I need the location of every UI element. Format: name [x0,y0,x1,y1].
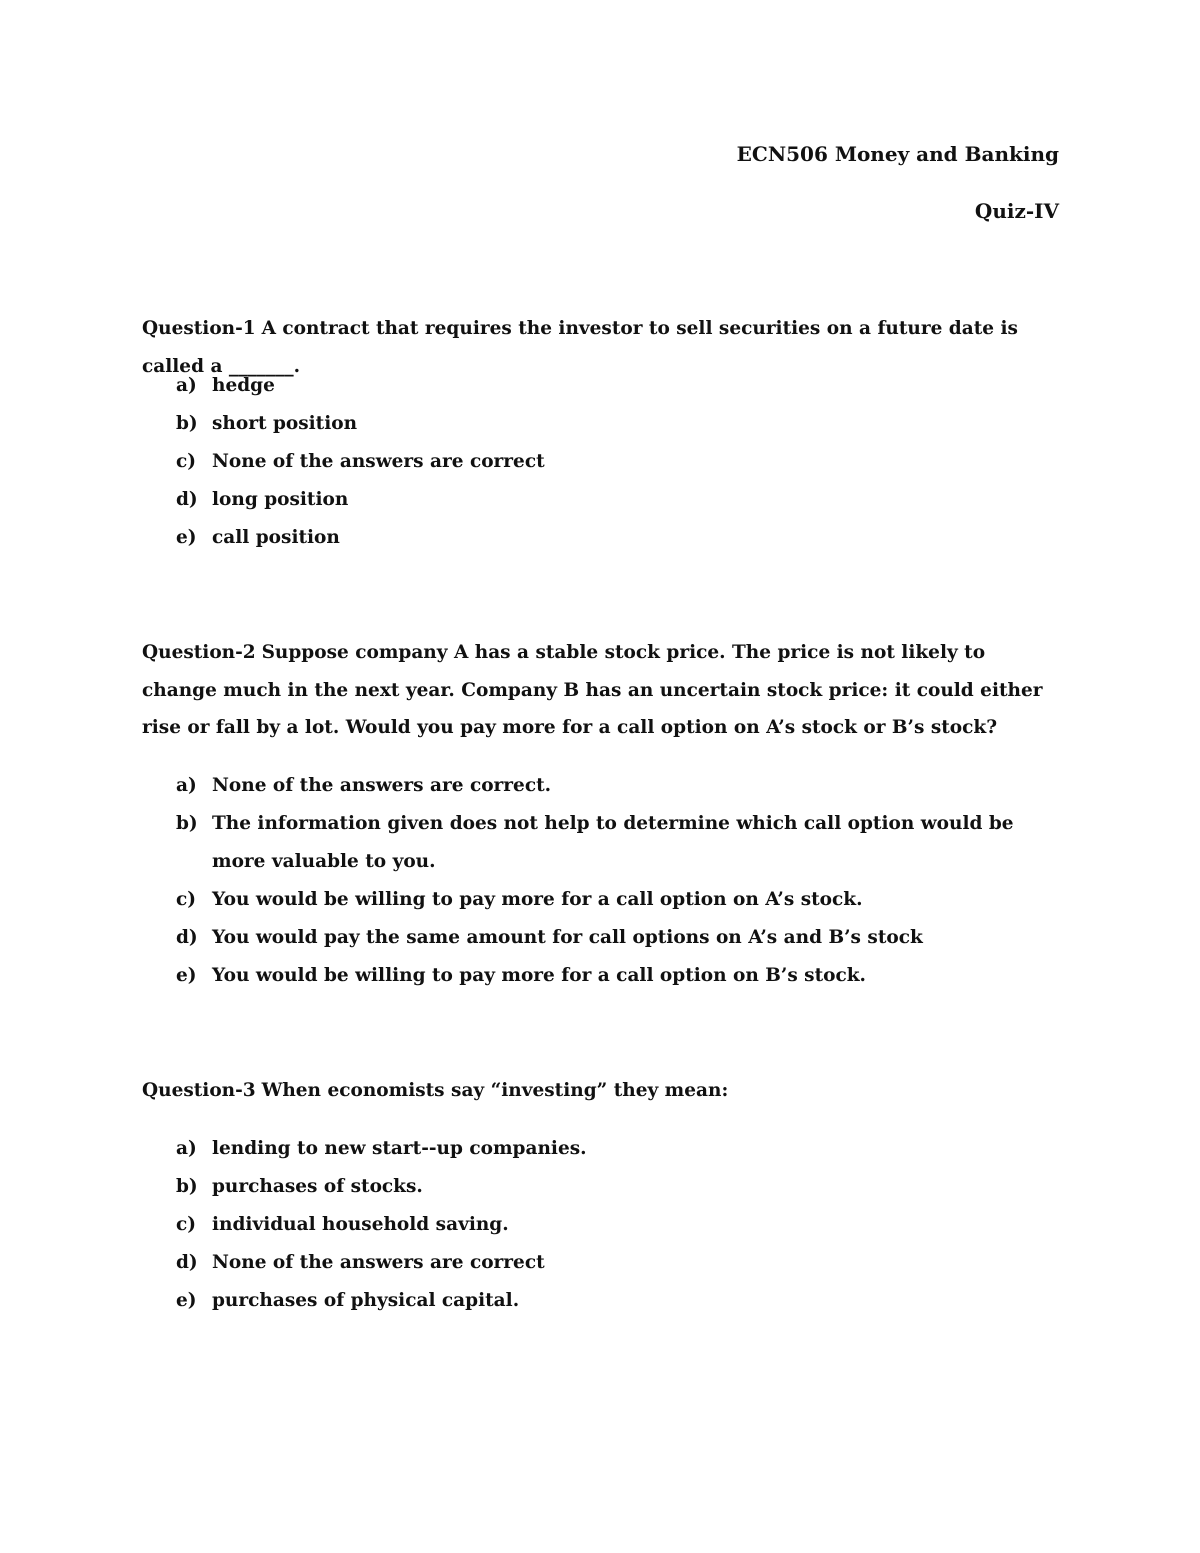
option-letter: d) [176,489,198,510]
answer-option [176,481,1066,519]
option-text: purchases of physical capital. [212,1290,520,1311]
option-letter: e) [176,527,197,548]
question-text: Suppose company A has a stable stock price. The price is not likely to change much in the next year. Company B has an uncertain stock price: it could either rise or fall by a lot. Would you pay more for a call option on A’s stock or B’s stock? [142,642,1043,738]
answer-option [176,443,1066,481]
question-2 [142,634,1062,747]
option-letter: a) [176,375,197,396]
option-letter: a) [176,1138,197,1159]
course-title: ECN506 Money and Banking [736,142,1059,166]
question-label: Question-1 [142,318,256,339]
option-letter: c) [176,1214,197,1235]
answer-option [176,367,1066,405]
quiz-title: Quiz-IV [974,199,1059,223]
option-text: None of the answers are correct [212,451,545,472]
answer-option [176,805,1066,881]
question-label: Question-2 [142,642,256,663]
answer-option [176,1206,1066,1244]
question-2-options [176,767,1066,995]
option-letter: b) [176,413,198,434]
answer-option [176,881,1066,919]
question-3-options [176,1130,1066,1320]
option-text: lending to new start--up companies. [212,1138,587,1159]
answer-option [176,405,1066,443]
option-text: individual household saving. [212,1214,509,1235]
question-3 [142,1072,1062,1110]
option-text: None of the answers are correct. [212,775,552,796]
option-text: long position [212,489,349,510]
question-label: Question-3 [142,1080,256,1101]
question-text: When economists say “investing” they mean: [261,1080,729,1101]
option-text: You would pay the same amount for call options on A’s and B’s stock [212,927,923,948]
option-text: purchases of stocks. [212,1176,423,1197]
option-letter: e) [176,1290,197,1311]
answer-option [176,519,1066,557]
option-text: You would be willing to pay more for a call option on B’s stock. [212,965,866,986]
question-1-options [176,367,1066,557]
question-text: A contract that requires the investor to sell securities on a future date is called a _______. [142,318,1018,377]
answer-option [176,957,1066,995]
option-text: The information given does not help to determine which call option would be more valuable to you. [212,813,1014,872]
answer-option [176,1168,1066,1206]
option-letter: c) [176,451,197,472]
option-text: call position [212,527,340,548]
option-letter: e) [176,965,197,986]
option-letter: c) [176,889,197,910]
answer-option [176,1282,1066,1320]
option-letter: a) [176,775,197,796]
answer-option [176,919,1066,957]
option-text: short position [212,413,358,434]
answer-option [176,1130,1066,1168]
option-text: You would be willing to pay more for a call option on A’s stock. [212,889,863,910]
option-letter: b) [176,813,198,834]
answer-option [176,1244,1066,1282]
option-letter: d) [176,1252,198,1273]
option-letter: d) [176,927,198,948]
option-letter: b) [176,1176,198,1197]
option-text: None of the answers are correct [212,1252,545,1273]
option-text: hedge [212,375,275,396]
answer-option [176,767,1066,805]
